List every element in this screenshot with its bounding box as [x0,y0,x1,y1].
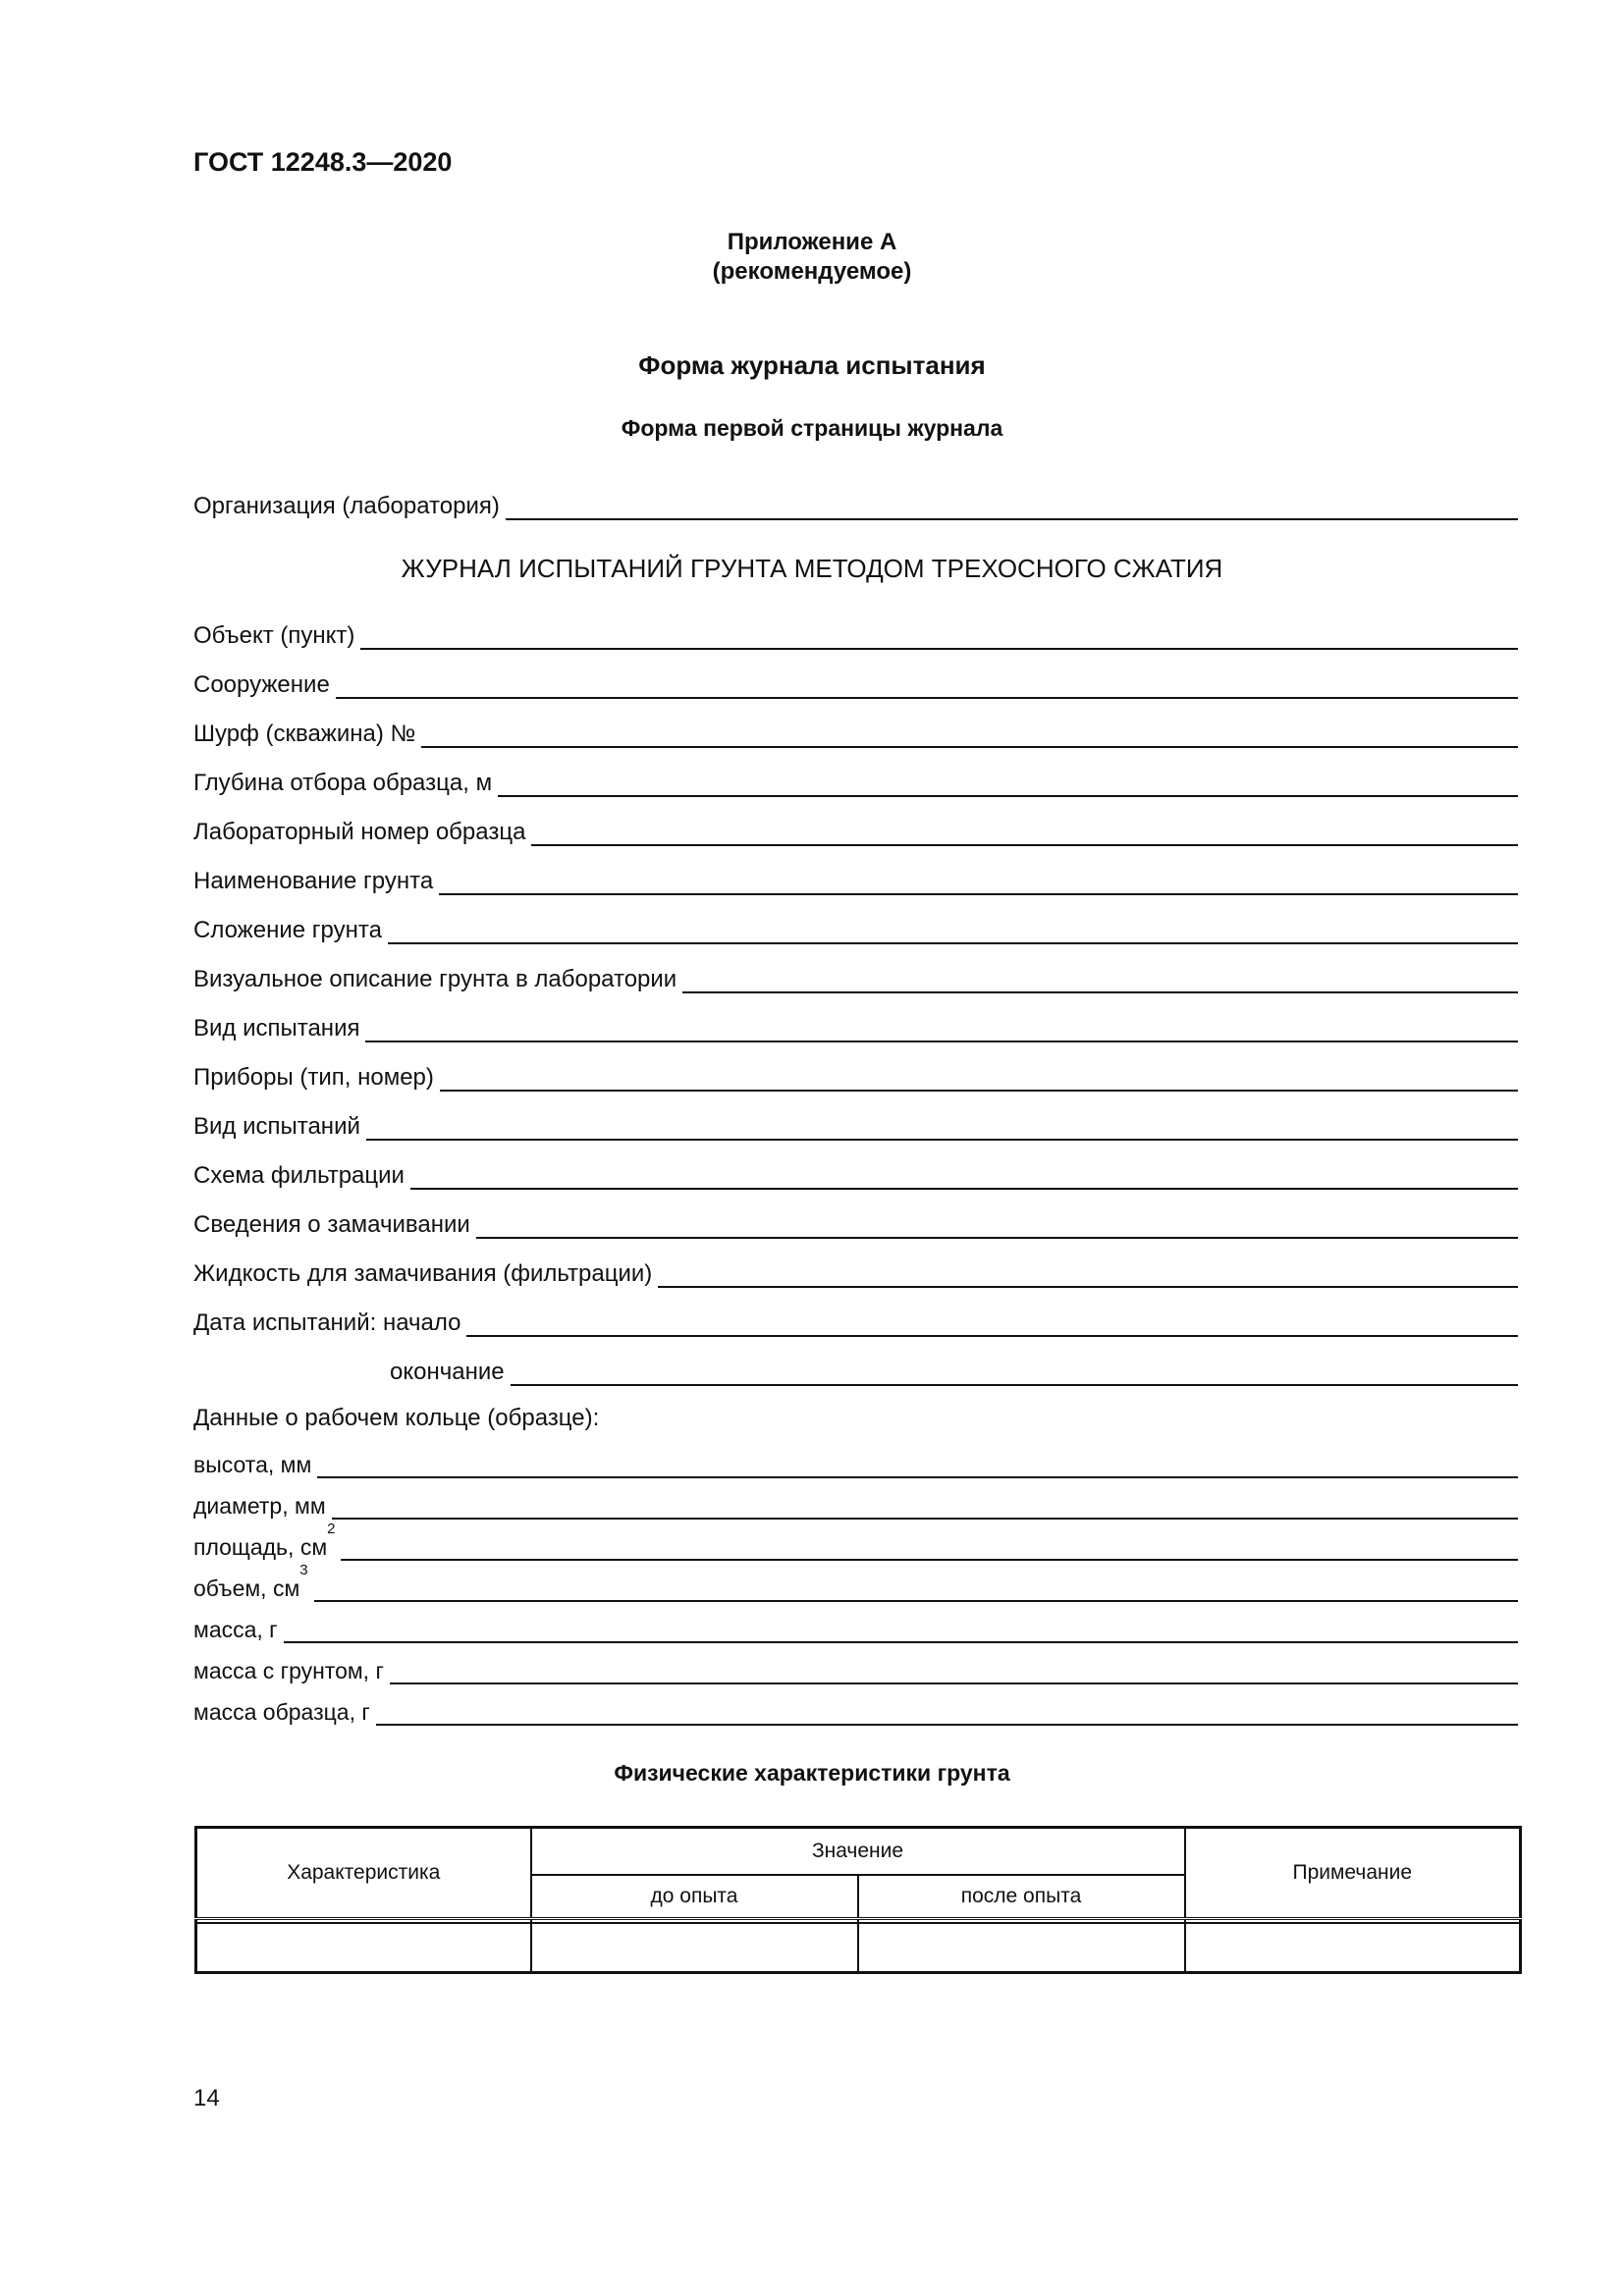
field-label [193,1521,341,1561]
appendix-subtitle: (рекомендуемое) [712,258,912,285]
field-label: Вид испытаний [193,1113,360,1140]
col-value: Значение [531,1828,1185,1876]
field-instruments[interactable] [193,1058,1518,1092]
field-label: высота, мм [193,1452,312,1477]
ring-field-volume[interactable] [193,1562,1518,1602]
table-header-row [196,1828,1521,1876]
field-line[interactable] [658,1260,1518,1288]
field-label: Сооружение [193,671,330,698]
field-label: Шурф (скважина) № [193,721,416,747]
ring-field-diameter[interactable] [193,1486,1518,1520]
field-line[interactable] [440,1064,1518,1092]
field-line[interactable] [332,1492,1518,1520]
field-label: Жидкость для замачивания (фильтрации) [193,1260,653,1287]
field-test-date-start[interactable] [193,1304,1518,1337]
ring-field-mass[interactable] [193,1610,1518,1643]
field-line[interactable] [388,917,1518,944]
field-label: Дата испытаний: начало [193,1309,461,1336]
organization-field[interactable] [193,487,1518,520]
field-visual-description[interactable] [193,960,1518,993]
field-object[interactable] [193,616,1518,650]
table-cell[interactable] [858,1923,1185,1973]
table-cell[interactable] [196,1923,531,1973]
ring-data-heading: Данные о рабочем кольце (образце): [193,1405,600,1431]
field-label-text: объем, см [193,1575,300,1601]
field-line[interactable] [365,1015,1518,1042]
field-test-date-end[interactable] [390,1353,1518,1386]
organization-label: Организация (лаборатория) [193,493,500,519]
field-line[interactable] [360,622,1518,650]
field-label: Схема фильтрации [193,1162,405,1189]
field-tests-kind[interactable] [193,1107,1518,1141]
organization-line[interactable] [506,493,1518,520]
field-line[interactable] [390,1657,1518,1684]
field-line[interactable] [498,770,1518,797]
ring-field-area[interactable] [193,1521,1518,1561]
field-line[interactable] [476,1211,1518,1239]
field-label: диаметр, мм [193,1493,326,1519]
field-line[interactable] [366,1113,1518,1141]
volume-exponent: 3 [299,1562,308,1578]
field-line[interactable] [410,1162,1518,1190]
field-label: Вид испытания [193,1015,360,1041]
field-line[interactable] [376,1698,1518,1726]
field-soaking-liquid[interactable] [193,1255,1518,1288]
field-soaking-info[interactable] [193,1205,1518,1239]
appendix-heading [0,228,1624,287]
table-cell[interactable] [1185,1923,1521,1973]
field-label: Лабораторный номер образца [193,819,526,845]
physical-characteristics-table [194,1826,1522,1974]
field-filtration-scheme[interactable] [193,1156,1518,1190]
field-line[interactable] [511,1359,1518,1386]
field-label: Глубина отбора образца, м [193,770,493,796]
field-line[interactable] [531,819,1518,846]
field-line[interactable] [336,671,1518,699]
form-subtitle: Форма первой страницы журнала [621,415,1003,441]
table-row [196,1923,1521,1973]
journal-title: ЖУРНАЛ ИСПЫТАНИЙ ГРУНТА МЕТОДОМ ТРЕХОСНОГО СЖАТИЯ [401,554,1223,583]
field-line[interactable] [341,1533,1518,1561]
field-label-text: площадь, см [193,1534,328,1560]
field-label: окончание [390,1359,505,1385]
col-after-test: после опыта [858,1875,1185,1919]
field-label: масса, г [193,1617,278,1642]
field-label: Визуальное описание грунта в лаборатории [193,966,677,992]
col-note: Примечание [1185,1828,1521,1919]
field-structure[interactable] [193,666,1518,699]
standard-code: ГОСТ 12248.3—2020 [193,147,453,177]
field-soil-composition[interactable] [193,911,1518,944]
field-line[interactable] [421,721,1518,748]
field-label: масса с грунтом, г [193,1658,384,1683]
field-label: Сведения о замачивании [193,1211,470,1238]
field-line[interactable] [439,868,1518,895]
col-before-test: до опыта [531,1875,858,1919]
form-title: Форма журнала испытания [638,350,986,380]
field-label: Наименование грунта [193,868,434,894]
page-number: 14 [193,2085,220,2111]
col-characteristic: Характеристика [196,1828,531,1919]
field-line[interactable] [317,1451,1518,1478]
field-lab-number[interactable] [193,813,1518,846]
field-line[interactable] [466,1309,1518,1337]
field-label: Сложение грунта [193,917,382,943]
field-sampling-depth[interactable] [193,764,1518,797]
table-cell[interactable] [531,1923,858,1973]
area-exponent: 2 [327,1521,336,1537]
physical-characteristics-heading: Физические характеристики грунта [614,1760,1010,1786]
field-label: Приборы (тип, номер) [193,1064,434,1091]
field-pit-borehole[interactable] [193,715,1518,748]
field-line[interactable] [682,966,1518,993]
field-line[interactable] [314,1575,1518,1602]
field-test-kind[interactable] [193,1009,1518,1042]
field-label: Объект (пункт) [193,622,355,649]
field-soil-name[interactable] [193,862,1518,895]
ring-field-mass-with-soil[interactable] [193,1651,1518,1684]
appendix-title: Приложение А [727,229,897,255]
field-label [193,1562,314,1602]
ring-field-sample-mass[interactable] [193,1692,1518,1726]
ring-field-height[interactable] [193,1445,1518,1478]
field-line[interactable] [284,1616,1518,1643]
field-label: масса образца, г [193,1699,370,1725]
